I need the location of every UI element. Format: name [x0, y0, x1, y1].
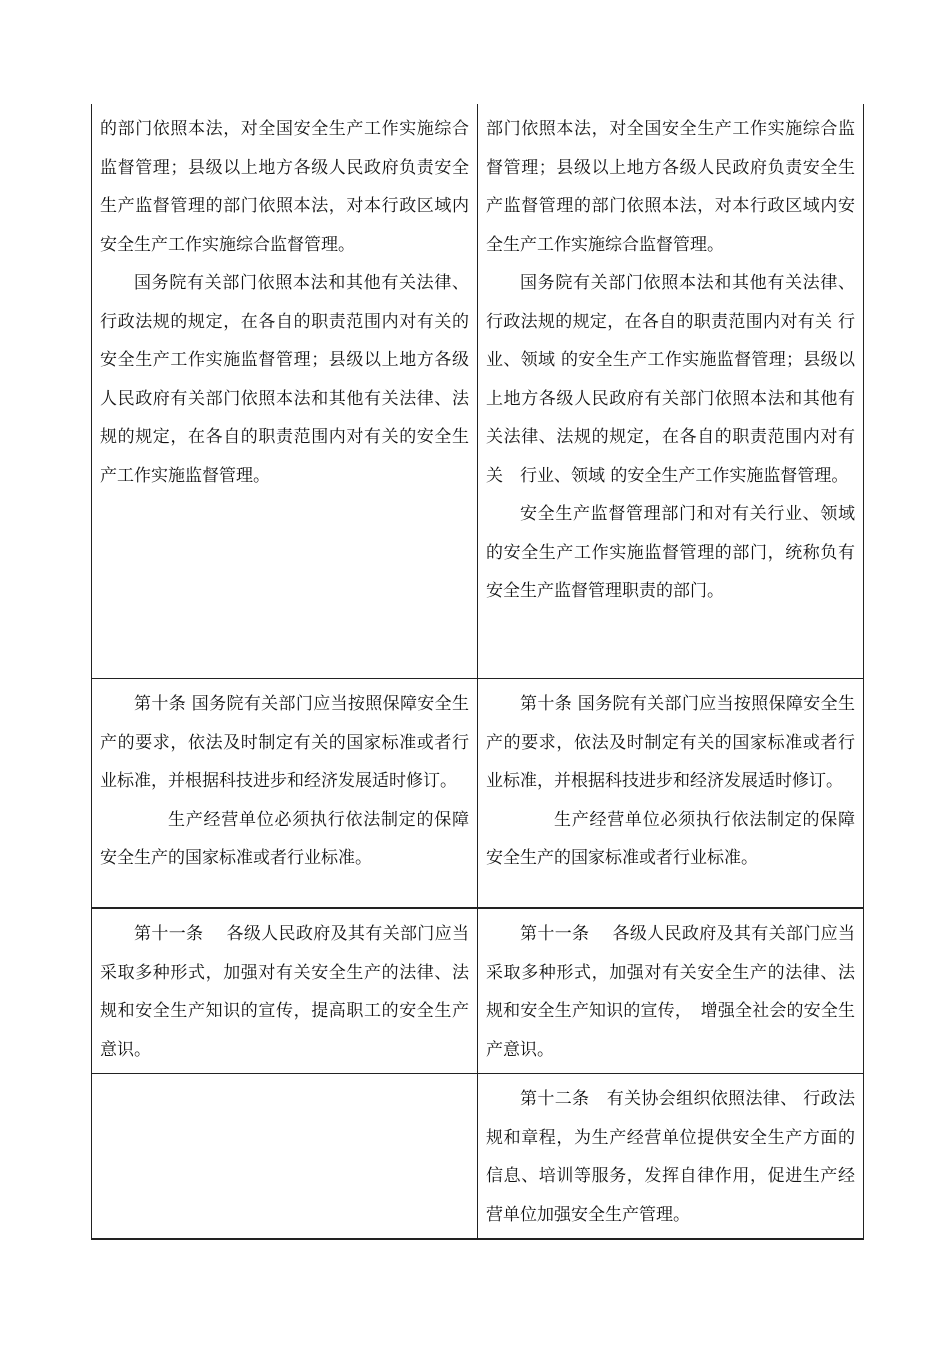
paragraph: 生产经营单位必须执行依法制定的保障安全生产的国家标准或者行业标准。: [100, 809, 469, 868]
table-row: [92, 104, 864, 679]
paragraph: 的部门依照本法，对全国安全生产工作实施综合监督管理；县级以上地方各级人民政府负责安全生产监督管理的部门依照本法，对本行政区域内安全生产工作实施综合监督管理。: [100, 119, 469, 255]
right-cell: [478, 679, 864, 909]
article-12-paragraph: 第十二条 有关协会组织依照法律、 行政法规和章程，为生产经营单位提供安全生产方面的信息、培训等服务，发挥自律作用，促进生产经营单位加强安全生产管理。: [486, 1089, 855, 1225]
article-10-paragraph: 第十条 国务院有关部门应当按照保障安全生产的要求，依法及时制定有关的国家标准或者行业标准，并根据科技进步和经济发展适时修订。: [100, 694, 469, 791]
left-cell-empty: [92, 1074, 478, 1240]
paragraph: 国务院有关部门依照本法和其他有关法律、行政法规的规定，在各自的职责范围内对有关 行业、领域 的安全生产工作实施监督管理；县级以上地方各级人民政府有关部门依照本法和其他有关法律、法规的规定，在各自的职责范围内对有关 行业、领域 的安全生产工作实施监督管理。: [486, 273, 855, 486]
left-cell: [92, 679, 478, 909]
table-row: [92, 1074, 864, 1240]
article-11-paragraph: 第十一条 各级人民政府及其有关部门应当采取多种形式，加强对有关安全生产的法律、法规和安全生产知识的宣传， 增强全社会的安全生产意识。: [486, 924, 855, 1060]
left-cell: [92, 104, 478, 679]
right-cell: [478, 1074, 864, 1240]
article-10-paragraph: 第十条 国务院有关部门应当按照保障安全生产的要求，依法及时制定有关的国家标准或者行业标准，并根据科技进步和经济发展适时修订。: [486, 694, 855, 791]
law-comparison-document: [91, 104, 863, 1240]
paragraph: 部门依照本法，对全国安全生产工作实施综合监督管理；县级以上地方各级人民政府负责安全生产监督管理的部门依照本法，对本行政区域内安全生产工作实施综合监督管理。: [486, 119, 855, 255]
table-row: [92, 908, 864, 1074]
table-row: [92, 679, 864, 909]
paragraph: 安全生产监督管理部门和对有关行业、领域的安全生产工作实施监督管理的部门，统称负有安全生产监督管理职责的部门。: [486, 504, 855, 601]
left-cell: [92, 908, 478, 1074]
article-11-paragraph: 第十一条 各级人民政府及其有关部门应当采取多种形式，加强对有关安全生产的法律、法规和安全生产知识的宣传，提高职工的安全生产意识。: [100, 924, 469, 1060]
right-cell: [478, 908, 864, 1074]
comparison-table: [91, 104, 864, 1240]
right-cell: [478, 104, 864, 679]
paragraph: 国务院有关部门依照本法和其他有关法律、行政法规的规定，在各自的职责范围内对有关的安全生产工作实施监督管理；县级以上地方各级人民政府有关部门依照本法和其他有关法律、法规的规定，在各自的职责范围内对有关的安全生产工作实施监督管理。: [100, 273, 469, 486]
paragraph: 生产经营单位必须执行依法制定的保障安全生产的国家标准或者行业标准。: [486, 809, 855, 868]
